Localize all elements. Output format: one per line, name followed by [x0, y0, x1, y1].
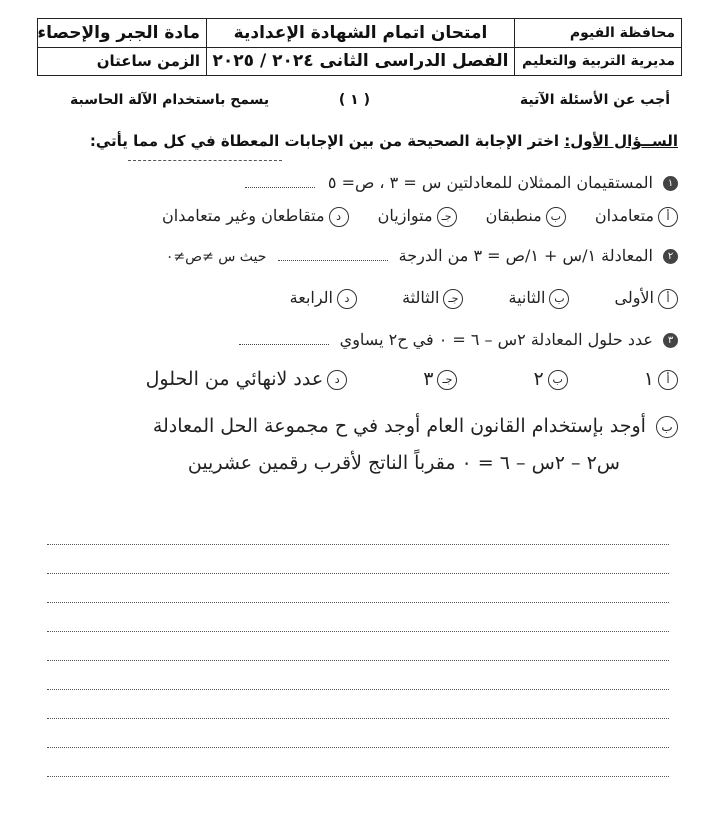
option-text: متوازيان [377, 206, 433, 225]
item2-option-a[interactable] [614, 288, 678, 307]
option-letter: جـ [437, 207, 457, 227]
term: الفصل الدراسى الثانى ٢٠٢٤ / ٢٠٢٥ [212, 51, 509, 72]
item1-option-d[interactable] [162, 206, 349, 225]
answer-line[interactable] [47, 661, 669, 690]
answer-line[interactable] [47, 574, 669, 603]
header-left-column [38, 19, 206, 75]
item1-option-a[interactable] [595, 206, 678, 225]
directorate: مديرية التربية والتعليم [522, 53, 675, 70]
item1-number: ١ [663, 176, 678, 191]
item2-option-d[interactable] [290, 288, 357, 307]
part-b-line1 [153, 415, 678, 438]
answer-line[interactable] [47, 690, 669, 719]
option-text: الثالثة [402, 288, 440, 307]
answer-line[interactable] [47, 632, 669, 661]
header-middle-column [206, 19, 514, 75]
answer-lines [47, 516, 669, 777]
item2-number: ٢ [663, 249, 678, 264]
item1-options [162, 206, 678, 227]
question1-label: الســؤال الأول: [564, 132, 678, 150]
item2-stem [166, 246, 678, 265]
answer-line[interactable] [47, 719, 669, 748]
subject: مادة الجبر والإحصاء [38, 19, 206, 48]
question1-prompt: اختر الإجابة الصحيحة من بين الإجابات المعطاة في كل مما يأتي: [89, 132, 560, 150]
exam-time: الزمن ساعتان [96, 52, 200, 71]
answer-line[interactable] [47, 545, 669, 574]
option-text: ٣ [423, 368, 434, 390]
option-letter: أ [658, 370, 678, 390]
instructions-line [70, 92, 670, 114]
item2-option-b[interactable] [509, 288, 570, 307]
item3-blank [239, 343, 329, 345]
part-b-letter: ب [656, 416, 678, 438]
item2-options [290, 288, 678, 309]
item2-text-before: المعادلة [601, 246, 653, 265]
option-text: ١ [643, 368, 654, 390]
part-b-text2: س٢ – ٢س – ٦ = ٠ مقرباً الناتج لأقرب رقمين عشريين [187, 452, 620, 474]
question1-title [90, 132, 678, 150]
option-text: متقاطعان وغير متعامدان [162, 206, 325, 225]
option-letter: د [327, 370, 347, 390]
option-letter: أ [658, 207, 678, 227]
item3-option-d[interactable] [146, 368, 348, 390]
answer-instruction: أجب عن الأسئلة الآتية [519, 92, 670, 108]
item1-option-c[interactable] [378, 206, 457, 225]
page-number: ( ١ ) [338, 92, 370, 108]
part-b-line2 [188, 452, 620, 474]
option-letter: جـ [437, 370, 457, 390]
option-letter: جـ [443, 289, 463, 309]
option-text: متعامدان [594, 206, 654, 225]
item2-option-c[interactable] [402, 288, 463, 307]
option-text: الرابعة [289, 288, 333, 307]
answer-line[interactable] [47, 516, 669, 545]
item1-blank [245, 186, 315, 188]
item3-options [146, 368, 678, 390]
separator-rule [128, 160, 282, 161]
governorate: محافظة الفيوم [515, 19, 681, 48]
option-letter: ب [548, 370, 568, 390]
option-letter: د [329, 207, 349, 227]
part-b-text1: أوجد بإستخدام القانون العام أوجد في ح مجموعة الحل المعادلة [152, 415, 646, 437]
option-text: ٢ [533, 368, 544, 390]
item3-option-b[interactable] [534, 368, 568, 390]
option-letter: أ [658, 289, 678, 309]
item3-option-a[interactable] [644, 368, 678, 390]
item1-text: المستقيمان الممثلان للمعادلتين س = ٣ ، ص= ٥ [327, 173, 653, 192]
answer-line[interactable] [47, 748, 669, 777]
answer-line[interactable] [47, 603, 669, 632]
exam-header [37, 18, 682, 76]
item2-condition: حيث س ≠ص≠٠ [165, 249, 267, 265]
item3-stem [239, 330, 678, 349]
item3-text: عدد حلول المعادلة ٢س – ٦ = ٠ في ح٢ يساوي [339, 330, 653, 349]
exam-title: امتحان اتمام الشهادة الإعدادية [207, 19, 514, 48]
option-letter: ب [549, 289, 569, 309]
option-text: الأولى [614, 288, 654, 307]
item1-stem [245, 173, 678, 192]
header-right-column [514, 19, 681, 75]
item2-equation: ١/س + ١/ص = ٣ [473, 246, 597, 265]
option-text: عدد لانهائي من الحلول [145, 368, 324, 390]
item3-number: ٣ [663, 333, 678, 348]
option-letter: د [337, 289, 357, 309]
item1-option-b[interactable] [486, 206, 566, 225]
option-letter: ب [546, 207, 566, 227]
option-text: منطبقان [485, 206, 542, 225]
item2-text-after: من الدرجة [398, 246, 469, 265]
item2-blank [278, 259, 388, 261]
option-text: الثانية [508, 288, 546, 307]
calculator-note: يسمح باستخدام الآلة الحاسبة [70, 92, 270, 108]
item3-option-c[interactable] [423, 368, 457, 390]
